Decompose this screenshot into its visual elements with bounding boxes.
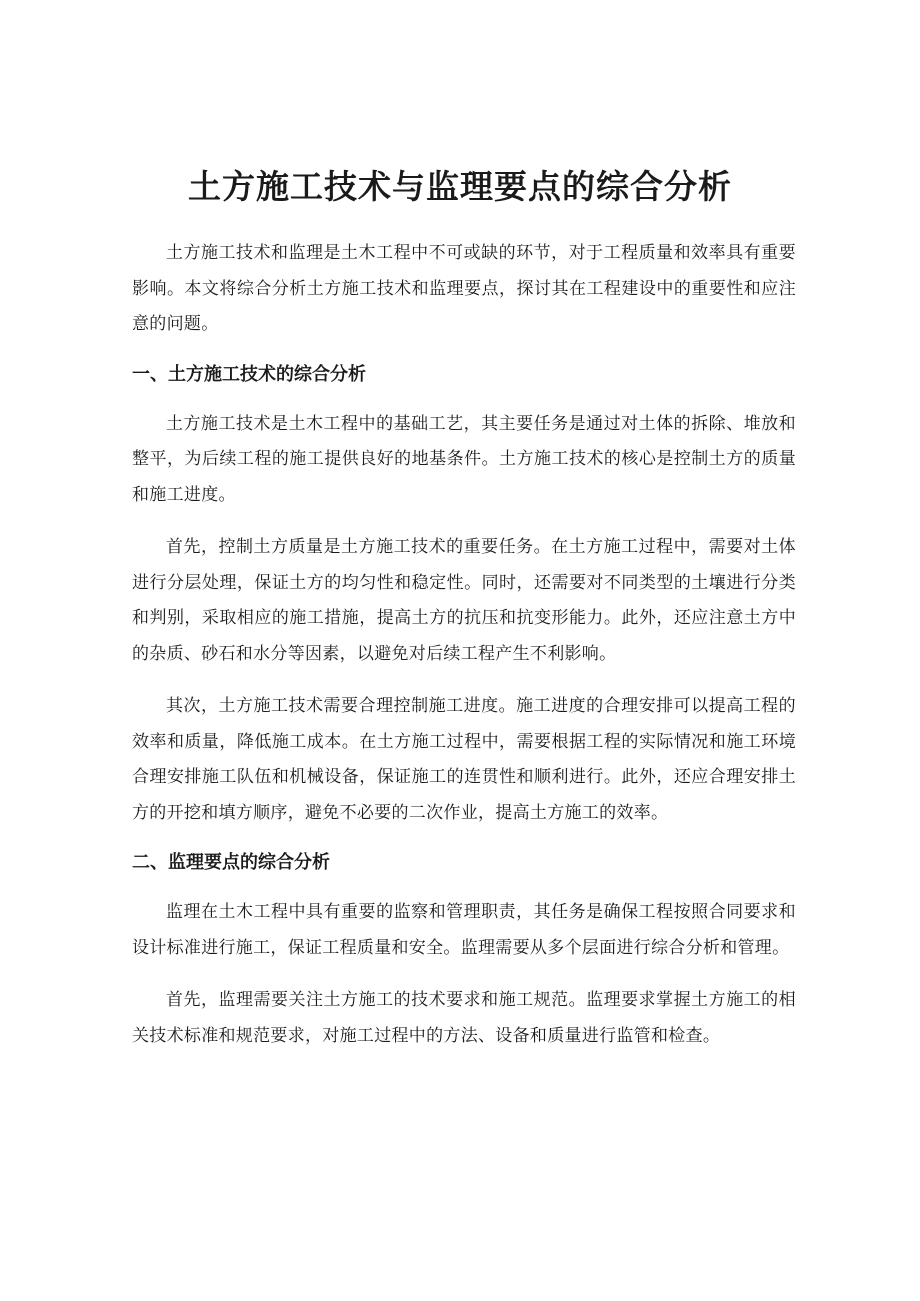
document-body bbox=[132, 236, 796, 1071]
section-heading-2: 二、监理要点的综合分析 bbox=[132, 852, 330, 873]
section-2-paragraph-2: 首先，监理需要关注土方施工的技术要求和施工规范。监理要求掌握土方施工的相关技术标准和规范要求，对施工过程中的方法、设备和质量进行监管和检查。 bbox=[132, 990, 796, 1046]
section-1-paragraph-3: 其次，土方施工技术需要合理控制施工进度。施工进度的合理安排可以提高工程的效率和质量，降低施工成本。在土方施工过程中，需要根据工程的实际情况和施工环境合理安排施工队伍和机械设备，保证施工的连贯性和顺利进行。此外，还应合理安排土方的开挖和填方顺序，避免不必要的二次作业，提高土方施工的效率。 bbox=[132, 696, 796, 823]
section-1-paragraph-2: 首先，控制土方质量是土方施工技术的重要任务。在土方施工过程中，需要对土体进行分层处理，保证土方的均匀性和稳定性。同时，还需要对不同类型的土壤进行分类和判别，采取相应的施工措施，提高土方的抗压和抗变形能力。此外，还应注意土方中的杂质、砂石和水分等因素，以避免对后续工程产生不利影响。 bbox=[132, 537, 796, 664]
document-title: 土方施工技术与监理要点的综合分析 bbox=[188, 167, 732, 206]
section-1-paragraph-1: 土方施工技术是土木工程中的基础工艺，其主要任务是通过对土体的拆除、堆放和整平，为后续工程的施工提供良好的地基条件。土方施工技术的核心是控制土方的质量和施工进度。 bbox=[132, 413, 796, 505]
section-2-paragraph-1: 监理在土木工程中具有重要的监察和管理职责，其任务是确保工程按照合同要求和设计标准进行施工，保证工程质量和安全。监理需要从多个层面进行综合分析和管理。 bbox=[132, 902, 796, 958]
intro-paragraph: 土方施工技术和监理是土木工程中不可或缺的环节，对于工程质量和效率具有重要影响。本文将综合分析土方施工技术和监理要点，探讨其在工程建设中的重要性和应注意的问题。 bbox=[132, 243, 796, 334]
section-heading-1: 一、土方施工技术的综合分析 bbox=[132, 363, 366, 385]
